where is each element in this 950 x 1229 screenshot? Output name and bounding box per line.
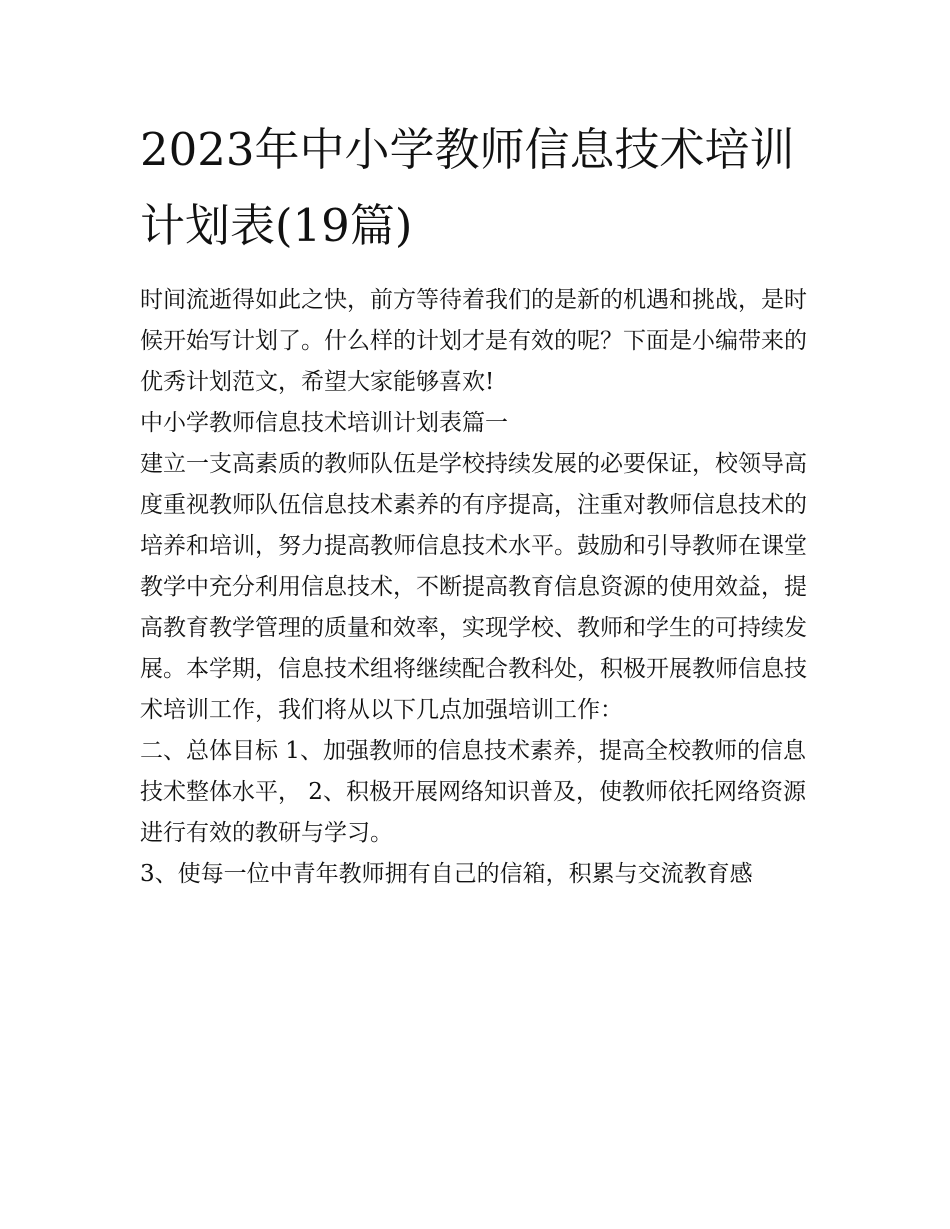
document-title: 2023年中小学教师信息技术培训计划表(19篇) [140, 123, 795, 252]
intro-paragraph: 时间流逝得如此之快，前方等待着我们的是新的机遇和挑战，是时候开始写计划了。什么样的计划才是有效的呢？下面是小编带来的优秀计划范文，希望大家能够喜欢! [140, 287, 807, 395]
document-body [140, 280, 820, 895]
body-paragraph: 建立一支高素质的教师队伍是学校持续发展的必要保证，校领导高度重视教师队伍信息技术素养的有序提高，注重对教师信息技术的培养和培训，努力提高教师信息技术水平。鼓励和引导教师在课堂教学中充分利用信息技术，不断提高教育信息资源的使用效益，提高教育教学管理的质量和效率，实现学校、教师和学生的可持续发展。本学期，信息技术组将继续配合教科处，积极开展教师信息技术培训工作，我们将从以下几点加强培训工作： [140, 451, 807, 723]
goals-paragraph: 二、总体目标 1、加强教师的信息技术素养，提高全校教师的信息技术整体水平， 2、积极开展网络知识普及，使教师依托网络资源进行有效的教研与学习。 [140, 738, 806, 846]
body-paragraph-continued: 3、使每一位中青年教师拥有自己的信箱，积累与交流教育感 [140, 861, 753, 887]
section-heading: 中小学教师信息技术培训计划表篇一 [140, 410, 508, 436]
